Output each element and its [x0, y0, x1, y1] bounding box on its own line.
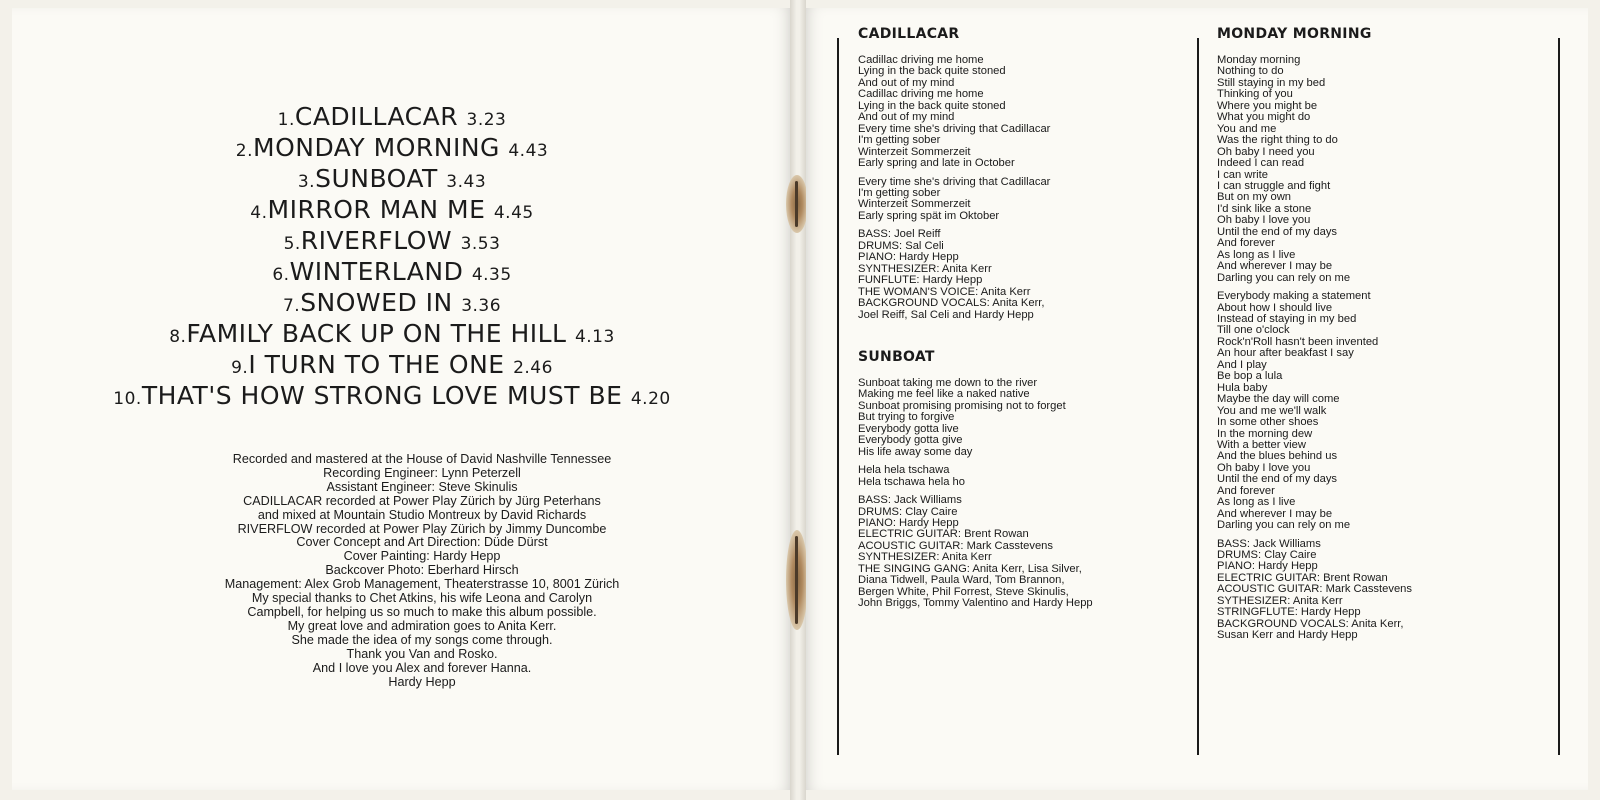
track-row: [112, 165, 672, 196]
lyric-line: Darling you can rely on me: [1217, 519, 1351, 532]
lyric-line: Sunboat promising promising not to forget: [858, 399, 1066, 412]
credit-line: Management: Alex Grob Management, Theaterstrasse 10, 8001 Zürich: [224, 577, 620, 592]
lyric-line: But trying to forgive: [858, 411, 955, 424]
lyric-line: Susan Kerr and Hardy Hepp: [1217, 629, 1358, 642]
lyric-line: Oh baby I need you: [1217, 145, 1315, 158]
lyric-line: Hela hela tschawa: [858, 464, 950, 477]
track-duration: 4.45: [493, 203, 534, 223]
credit-line: And I love you Alex and forever Hanna.: [312, 660, 532, 675]
lyric-line: An hour after beakfast I say: [1217, 347, 1354, 360]
lyric-line: What you might do: [1217, 111, 1311, 124]
lyric-line: I'd sink like a stone: [1217, 202, 1312, 215]
track-row: [112, 382, 672, 413]
lyric-line: Was the right thing to do: [1217, 134, 1338, 147]
track-row: [112, 320, 672, 351]
left-page: [12, 8, 790, 790]
tracklist: [112, 103, 672, 413]
credit-line: Backcover Photo: Eberhard Hirsch: [325, 563, 519, 578]
lyric-line: Lying in the back quite stoned: [858, 99, 1006, 112]
credit-line: and mixed at Mountain Studio Montreux by David Richards: [257, 507, 587, 522]
lyrics-column-right: [1217, 26, 1547, 642]
lyric-line: PIANO: Hardy Hepp: [858, 516, 959, 529]
track-title: MONDAY MORNING: [253, 133, 500, 162]
track-row: [112, 103, 672, 134]
track-number: 4.: [250, 203, 268, 223]
track-number: 1.: [277, 110, 295, 130]
lyric-line: Hula baby: [1217, 381, 1268, 394]
lyric-line: And out of my mind: [858, 76, 955, 89]
lyric-line: Everybody gotta live: [858, 422, 959, 435]
staple-top: [786, 175, 808, 233]
track-row: [112, 289, 672, 320]
credit-line: Recording Engineer: Lynn Peterzell: [323, 465, 521, 480]
track-duration: 3.36: [461, 296, 502, 316]
credit-line: Thank you Van and Rosko.: [346, 646, 498, 661]
lyric-line: Where you might be: [1217, 99, 1318, 112]
lyric-line: I'm getting sober: [858, 134, 941, 147]
track-duration: 4.20: [630, 389, 671, 409]
credit-line: Hardy Hepp: [388, 674, 456, 689]
lyric-line: BASS: Joel Reiff: [858, 228, 941, 241]
lyric-line: I can write: [1217, 168, 1268, 181]
credit-line: Campbell, for helping us so much to make this album possible.: [247, 604, 597, 619]
lyric-line: And forever: [1217, 237, 1275, 250]
lyric-line: You and me: [1217, 122, 1277, 135]
track-title: FAMILY BACK UP ON THE HILL: [186, 319, 567, 348]
column-rule-left: [837, 38, 839, 755]
credit-line: My great love and admiration goes to Anita Kerr.: [287, 618, 557, 633]
track-duration: 4.43: [508, 141, 549, 161]
lyric-line: And I play: [1217, 358, 1267, 371]
lyric-line: Joel Reiff, Sal Celi and Hardy Hepp: [858, 308, 1034, 321]
lyric-line: THE SINGING GANG: Anita Kerr, Lisa Silver,: [858, 562, 1082, 575]
lyric-line: Lying in the back quite stoned: [858, 65, 1006, 78]
lyric-line: Diana Tidwell, Paula Ward, Tom Brannon,: [858, 574, 1065, 587]
lyric-line: FUNFLUTE: Hardy Hepp: [858, 274, 983, 287]
lyric-line: Early spring spät im Oktober: [858, 209, 1000, 222]
lyric-line: But on my own: [1217, 191, 1291, 204]
lyric-line: Oh baby I love you: [1217, 461, 1311, 474]
track-title: I TURN TO THE ONE: [248, 350, 505, 379]
lyric-line: In the morning dew: [1217, 427, 1313, 440]
lyrics-cadillacar: [858, 55, 1188, 321]
lyric-line: Oh baby I love you: [1217, 214, 1311, 227]
track-duration: 4.13: [574, 327, 615, 347]
song-title-cadillacar: CADILLACAR: [858, 26, 960, 42]
lyric-line: And forever: [1217, 484, 1275, 497]
credits: [142, 453, 702, 689]
track-title: WINTERLAND: [289, 257, 464, 286]
song-title-sunboat: SUNBOAT: [858, 348, 935, 365]
track-number: 7.: [282, 296, 301, 316]
track-title: SUNBOAT: [315, 164, 438, 193]
lyric-line: SYNTHESIZER: Anita Kerr: [858, 262, 992, 275]
lyric-line: BASS: Jack Williams: [858, 494, 962, 507]
track-number: 2.: [235, 141, 253, 161]
lyric-line: ACOUSTIC GUITAR: Mark Casstevens: [1217, 583, 1412, 596]
lyric-line: As long as I live: [1217, 496, 1296, 509]
track-row: [112, 351, 672, 382]
track-number: 10.: [113, 389, 142, 409]
lyric-line: Sunboat taking me down to the river: [858, 376, 1038, 389]
lyric-line: John Briggs, Tommy Valentino and Hardy Hepp: [858, 597, 1093, 610]
lyric-line: BACKGROUND VOCALS: Anita Kerr,: [1217, 617, 1404, 630]
lyric-line: Every time she's driving that Cadillacar: [858, 122, 1051, 135]
lyric-line: ACOUSTIC GUITAR: Mark Casstevens: [858, 539, 1053, 552]
track-duration: 3.23: [466, 110, 507, 130]
lyric-line: Until the end of my days: [1217, 225, 1338, 238]
lyric-line: Winterzeit Sommerzeit: [858, 198, 971, 211]
lyric-line: Early spring and late in October: [858, 157, 1015, 170]
lyric-line: Rock'n'Roll hasn't been invented: [1217, 335, 1379, 348]
song-title-monday-morning: MONDAY MORNING: [1217, 26, 1372, 42]
column-rule-right: [1558, 38, 1560, 755]
lyric-line: Still staying in my bed: [1217, 76, 1326, 89]
lyric-line: ELECTRIC GUITAR: Brent Rowan: [1217, 571, 1388, 584]
lyric-line: Be bop a lula: [1217, 370, 1283, 383]
lyric-line: His life away some day: [858, 445, 973, 458]
lyric-line: Making me feel like a naked native: [858, 388, 1030, 401]
credit-line: Cover Painting: Hardy Hepp: [343, 549, 501, 564]
lyric-line: I can struggle and fight: [1217, 179, 1331, 192]
lyric-line: Thinking of you: [1217, 88, 1293, 101]
lyric-line: DRUMS: Clay Caire: [858, 505, 958, 518]
track-title: THAT'S HOW STRONG LOVE MUST BE: [141, 381, 623, 410]
track-title: RIVERFLOW: [300, 226, 453, 255]
lyric-line: Hela tschawa hela ho: [858, 475, 965, 488]
lyric-line: I'm getting sober: [858, 186, 941, 199]
lyric-line: STRINGFLUTE: Hardy Hepp: [1217, 606, 1361, 619]
lyric-line: And the blues behind us: [1217, 450, 1338, 463]
lyrics-sunboat: [858, 378, 1188, 610]
credit-line: RIVERFLOW recorded at Power Play Zürich by Jimmy Duncombe: [237, 521, 607, 536]
track-title: CADILLACAR: [294, 102, 459, 131]
credit-line: Recorded and mastered at the House of David Nashville Tennessee: [232, 452, 612, 466]
lyric-line: PIANO: Hardy Hepp: [1217, 560, 1318, 573]
lyric-line: SYTHESIZER: Anita Kerr: [1217, 594, 1343, 607]
lyric-line: Bergen White, Phil Forrest, Steve Skinulis,: [858, 585, 1069, 598]
lyric-line: Nothing to do: [1217, 65, 1284, 78]
lyrics-monday-morning: [1217, 55, 1547, 642]
lyric-line: Maybe the day will come: [1217, 393, 1340, 406]
lyric-line: In some other shoes: [1217, 416, 1319, 429]
lyric-line: And wherever I may be: [1217, 260, 1333, 273]
lyric-line: BASS: Jack Williams: [1217, 537, 1321, 550]
lyric-line: SYNTHESIZER: Anita Kerr: [858, 551, 992, 564]
lyric-line: And out of my mind: [858, 111, 955, 124]
lyric-line: THE WOMAN'S VOICE: Anita Kerr: [858, 285, 1031, 298]
credit-line: Assistant Engineer: Steve Skinulis: [326, 479, 518, 494]
lyric-line: BACKGROUND VOCALS: Anita Kerr,: [858, 297, 1045, 310]
credit-line: She made the idea of my songs come through.: [291, 632, 553, 647]
credit-line: My special thanks to Chet Atkins, his wife Leona and Carolyn: [251, 591, 593, 606]
lyric-line: DRUMS: Sal Celi: [858, 239, 944, 252]
lyric-line: About how I should live: [1217, 301, 1333, 314]
lyrics-column-left: [858, 26, 1188, 610]
track-duration: 3.43: [446, 172, 487, 192]
lyric-line: Darling you can rely on me: [1217, 271, 1351, 284]
credit-line: Cover Concept and Art Direction: Düde Dürst: [296, 535, 548, 550]
track-number: 5.: [283, 234, 301, 254]
lyric-line: DRUMS: Clay Caire: [1217, 549, 1317, 562]
column-rule-middle: [1197, 38, 1199, 755]
booklet-spine: [790, 0, 806, 800]
track-duration: 3.53: [460, 234, 501, 254]
lyric-line: Instead of staying in my bed: [1217, 312, 1357, 325]
track-row: [112, 134, 672, 165]
lyric-line: Every time she's driving that Cadillacar: [858, 175, 1051, 188]
lyric-line: Till one o'clock: [1217, 324, 1290, 337]
lyric-line: Cadillac driving me home: [858, 88, 984, 101]
lyric-line: ELECTRIC GUITAR: Brent Rowan: [858, 528, 1029, 541]
credit-line: CADILLACAR recorded at Power Play Zürich by Jürg Peterhans: [243, 493, 601, 508]
lyric-line: Until the end of my days: [1217, 473, 1338, 486]
lyric-line: With a better view: [1217, 438, 1306, 451]
staple-bottom: [786, 530, 808, 630]
lyric-line: Everybody making a statement: [1217, 290, 1371, 303]
track-number: 6.: [272, 265, 290, 285]
track-number: 9.: [231, 358, 249, 378]
lyric-line: As long as I live: [1217, 248, 1296, 261]
right-page: [806, 8, 1588, 790]
track-title: MIRROR MAN ME: [267, 195, 486, 224]
lyric-line: Monday morning: [1217, 54, 1301, 66]
track-duration: 2.46: [513, 358, 553, 378]
track-row: [112, 196, 672, 227]
lyric-line: Indeed I can read: [1217, 157, 1305, 170]
lyric-line: And wherever I may be: [1217, 507, 1333, 520]
lyric-line: Cadillac driving me home: [858, 54, 984, 66]
lyric-line: PIANO: Hardy Hepp: [858, 251, 959, 264]
track-row: [112, 258, 672, 289]
track-row: [112, 227, 672, 258]
track-number: 8.: [169, 327, 187, 347]
lyric-line: You and me we'll walk: [1217, 404, 1327, 417]
lyric-line: Winterzeit Sommerzeit: [858, 145, 971, 158]
track-number: 3.: [297, 172, 316, 192]
lyric-line: Everybody gotta give: [858, 434, 963, 447]
track-title: SNOWED IN: [300, 288, 453, 317]
track-duration: 4.35: [471, 265, 512, 285]
